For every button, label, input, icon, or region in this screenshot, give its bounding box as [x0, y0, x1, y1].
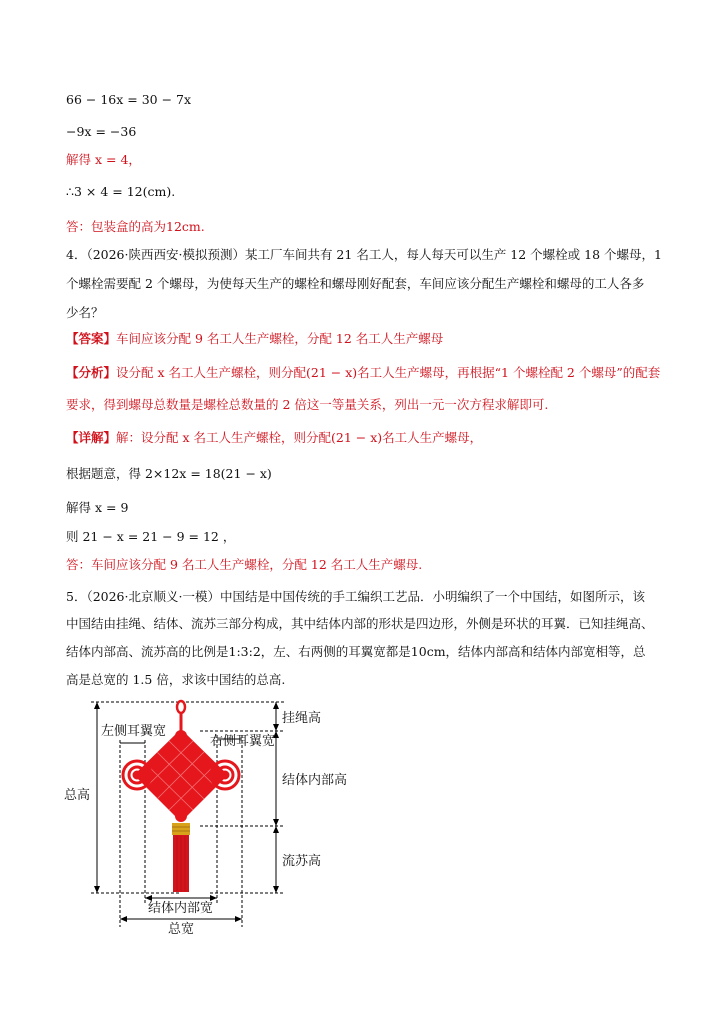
label-tassel-height: 流苏高 [282, 854, 322, 869]
prev-answer-line: 答：包装盒的高为12cm. [66, 219, 205, 234]
equation-line-1: 66 − 16x = 30 − 7x [66, 92, 192, 107]
label-total-height: 总高 [64, 788, 91, 803]
knot-tassel [172, 823, 190, 892]
label-inner-height: 结体内部高 [282, 773, 348, 788]
chinese-knot-figure [60, 695, 360, 940]
detail-tag: 【详解】 [66, 430, 117, 445]
answer-text: 车间应该分配 9 名工人生产螺栓，分配 12 名工人生产螺母 [116, 331, 444, 346]
problem4-analysis-line-2: 要求，得到螺母总数量是螺栓总数量的 2 倍这一等量关系，列出一元一次方程求解即可. [66, 397, 549, 412]
rope-arrow-up-icon [273, 702, 279, 709]
problem4-final-answer: 答：车间应该分配 9 名工人生产螺栓，分配 12 名工人生产螺母. [66, 557, 423, 572]
problem4-line-1: 4．（2026·陕西西安·模拟预测）某工厂车间共有 21 名工人，每人每天可以生产 12 个螺栓或 18 个螺母，1 [66, 247, 662, 262]
problem4-answer [66, 331, 443, 347]
label-right-wing: 右侧耳翼宽 [210, 734, 276, 749]
total-width-right-arrow-icon [235, 916, 242, 922]
analysis-text-1: 设分配 x 名工人生产螺栓，则分配(21 − x)名工人生产螺母，再根据“1 个螺栓配 2 个螺母”的配套 [116, 365, 661, 380]
answer-tag: 【答案】 [66, 331, 117, 346]
problem5-line-1: 5．（2026·北京顺义·一模）中国结是中国传统的手工编织工艺品．小明编织了一个中国结，如图所示，该 [66, 589, 645, 604]
label-rope-height: 挂绳高 [282, 711, 322, 726]
arrow-down-icon [94, 886, 100, 893]
equation-line-2: −9x = −36 [66, 124, 137, 139]
label-inner-width: 结体内部宽 [148, 901, 214, 916]
problem4-line-3: 少名？ [66, 305, 104, 320]
label-left-wing: 左侧耳翼宽 [101, 724, 167, 739]
problem4-then: 则 21 − x = 21 − 9 = 12 ， [66, 529, 236, 544]
inner-arrow-down-icon [273, 819, 279, 826]
problem4-detail [66, 430, 482, 446]
total-width-left-arrow-icon [120, 916, 127, 922]
analysis-tag: 【分析】 [66, 365, 117, 380]
solve-line: 解得 x = 4， [66, 152, 141, 167]
label-total-width: 总宽 [168, 922, 195, 937]
problem5-line-3: 结体内部高、流苏高的比例是1:3:2，左、右两侧的耳翼宽都是10cm，结体内部高和结体内部宽相等，总 [66, 644, 646, 659]
tassel-arrow-down-icon [273, 886, 279, 893]
tassel-arrow-up-icon [273, 826, 279, 833]
problem4-line-2: 个螺栓需要配 2 个螺母，为使每天生产的螺栓和螺母刚好配套，车间应该分配生产螺栓和螺母的工人各多 [66, 276, 645, 291]
problem4-solve: 解得 x = 9 [66, 500, 129, 515]
problem4-analysis [66, 365, 660, 381]
problem4-equation: 根据题意，得 2×12x = 18(21 − x) [66, 466, 272, 481]
detail-text: 解：设分配 x 名工人生产螺栓，则分配(21 − x)名工人生产螺母， [116, 430, 483, 445]
rope-arrow-down-icon [273, 724, 279, 731]
arrow-up-icon [94, 702, 100, 709]
calc-line: ∴3 × 4 = 12(cm). [66, 184, 176, 199]
problem5-line-2: 中国结由挂绳、结体、流苏三部分构成，其中结体内部的形状是四边形，外侧是环状的耳翼．已知挂绳高、 [66, 616, 654, 631]
problem5-line-4: 高是总宽的 1.5 倍，求该中国结的总高. [66, 672, 286, 687]
